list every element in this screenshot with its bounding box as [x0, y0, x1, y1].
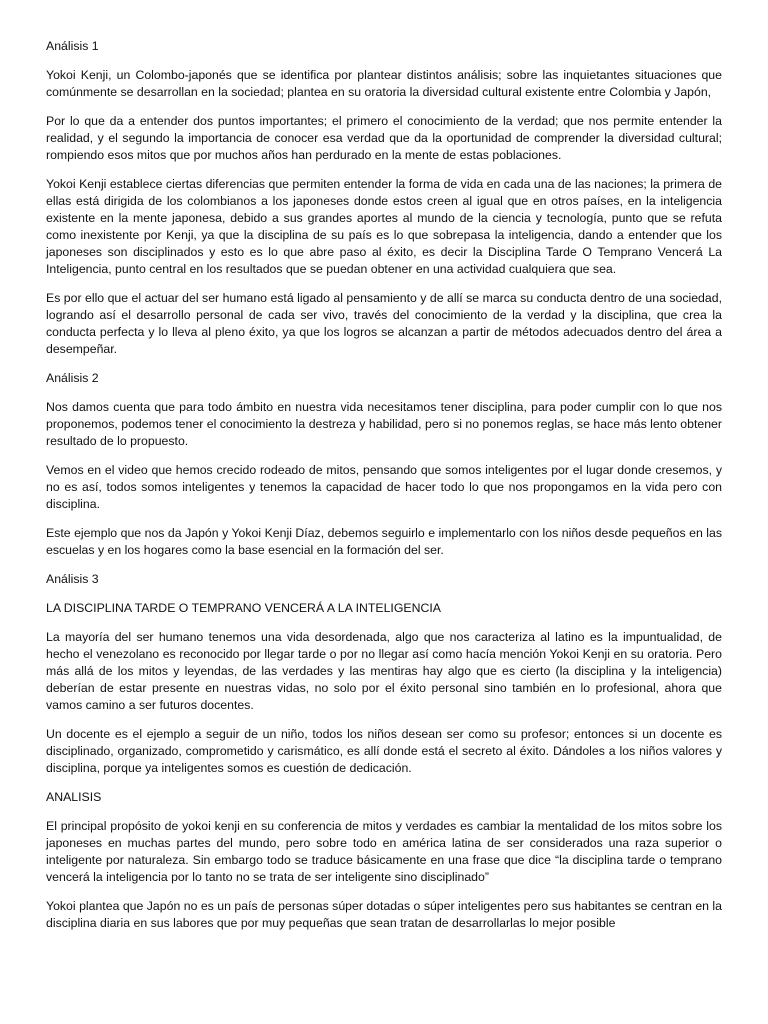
section-heading-analisis: ANALISIS — [46, 790, 102, 804]
paragraph: Un docente es el ejemplo a seguir de un niño, todos los niños desean ser como su profesor; entonces si un docente es disciplinado, organizado, comprometido y carismático, es allí donde está el secreto al éxito. Dándoles a los niños valores y disciplina, porque ya inteligentes somos es cuestión de dedicación. — [46, 727, 722, 775]
paragraph: El principal propósito de yokoi kenji en su conferencia de mitos y verdades es cambiar la mentalidad de los mitos sobre los japoneses en muchas partes del mundo, pero sobre todo en américa latina de ser considerados una raza superior o inteligente por naturaleza. Sin embargo todo se traduce básicamente en una frase que dice “la disciplina tarde o temprano vencerá la inteligencia por lo tanto no se trata de ser inteligente sino disciplinado” — [46, 819, 722, 884]
section-title: LA DISCIPLINA TARDE O TEMPRANO VENCERÁ A LA INTELIGENCIA — [46, 601, 441, 615]
paragraph: Vemos en el video que hemos crecido rodeado de mitos, pensando que somos inteligentes por el lugar donde cresemos, y no es así, todos somos inteligentes y tenemos la capacidad de hacer todo lo que nos propongamos en la vida pero con disciplina. — [46, 463, 722, 511]
paragraph: Yokoi Kenji establece ciertas diferencias que permiten entender la forma de vida en cada una de las naciones; la primera de ellas está dirigida de los colombianos a los japoneses donde estos creen al igual que en otros países, en la inteligencia existente en la mente japonesa, debido a sus grandes aportes al mundo de la ciencia y tecnología, punto que se refuta como inexistente por Kenji, ya que la disciplina de su país es lo que sobrepasa la inteligencia, dando a entender que los japoneses son disciplinados y esto es lo que abre paso al éxito, es decir la Disciplina Tarde O Temprano Vencerá La Inteligencia, punto central en los resultados que se puedan obtener en una actividad cualquiera que sea. — [46, 177, 722, 276]
paragraph: La mayoría del ser humano tenemos una vida desordenada, algo que nos caracteriza al latino es la impuntualidad, de hecho el venezolano es reconocido por llegar tarde o por no llegar así como hacía mención Yokoi Kenji en su oratoria. Pero más allá de los mitos y leyendas, de las verdades y las mentiras hay algo que es cierto (la disciplina y la inteligencia) deberían de estar presente en nuestras vidas, no solo por el éxito personal sino también en lo profesional, ahora que vamos camino a ser futuros docentes. — [46, 630, 722, 712]
paragraph: Yokoi plantea que Japón no es un país de personas súper dotadas o súper inteligentes pero sus habitantes se centran en la disciplina diaria en sus labores que por muy pequeñas que sean tratan de desarrollarlas lo mejor posible — [46, 899, 722, 930]
paragraph: Este ejemplo que nos da Japón y Yokoi Kenji Díaz, debemos seguirlo e implementarlo con los niños desde pequeños en las escuelas y en los hogares como la base esencial en la formación del ser. — [46, 526, 722, 557]
paragraph: Por lo que da a entender dos puntos importantes; el primero el conocimiento de la verdad; que nos permite entender la realidad, y el segundo la importancia de conocer esa verdad que da la oportunidad de comprender la diversidad cultural; rompiendo esos mitos que por muchos años han perdurado en la mente de estas poblaciones. — [46, 114, 722, 162]
paragraph: Yokoi Kenji, un Colombo-japonés que se identifica por plantear distintos análisis; sobre las inquietantes situaciones que comúnmente se desarrollan en la sociedad; plantea en su oratoria la diversidad cultural existente entre Colombia y Japón, — [46, 68, 722, 99]
section-heading-analisis-1: Análisis 1 — [46, 39, 99, 53]
paragraph: Nos damos cuenta que para todo ámbito en nuestra vida necesitamos tener disciplina, para poder cumplir con lo que nos proponemos, podemos tener el conocimiento la destreza y habilidad, pero si no ponemos reglas, se hace más lento obtener resultado de lo propuesto. — [46, 400, 722, 448]
paragraph: Es por ello que el actuar del ser humano está ligado al pensamiento y de allí se marca su conducta dentro de una sociedad, logrando así el desarrollo personal de cada ser vivo, través del conocimiento de la verdad y la disciplina, que crea la conducta perfecta y lo lleva al pleno éxito, ya que los logros se alcanzan a partir de métodos adecuados dentro del área a desempeñar. — [46, 291, 722, 356]
section-heading-analisis-2: Análisis 2 — [46, 371, 99, 385]
document-page — [46, 38, 722, 944]
section-heading-analisis-3: Análisis 3 — [46, 572, 99, 586]
